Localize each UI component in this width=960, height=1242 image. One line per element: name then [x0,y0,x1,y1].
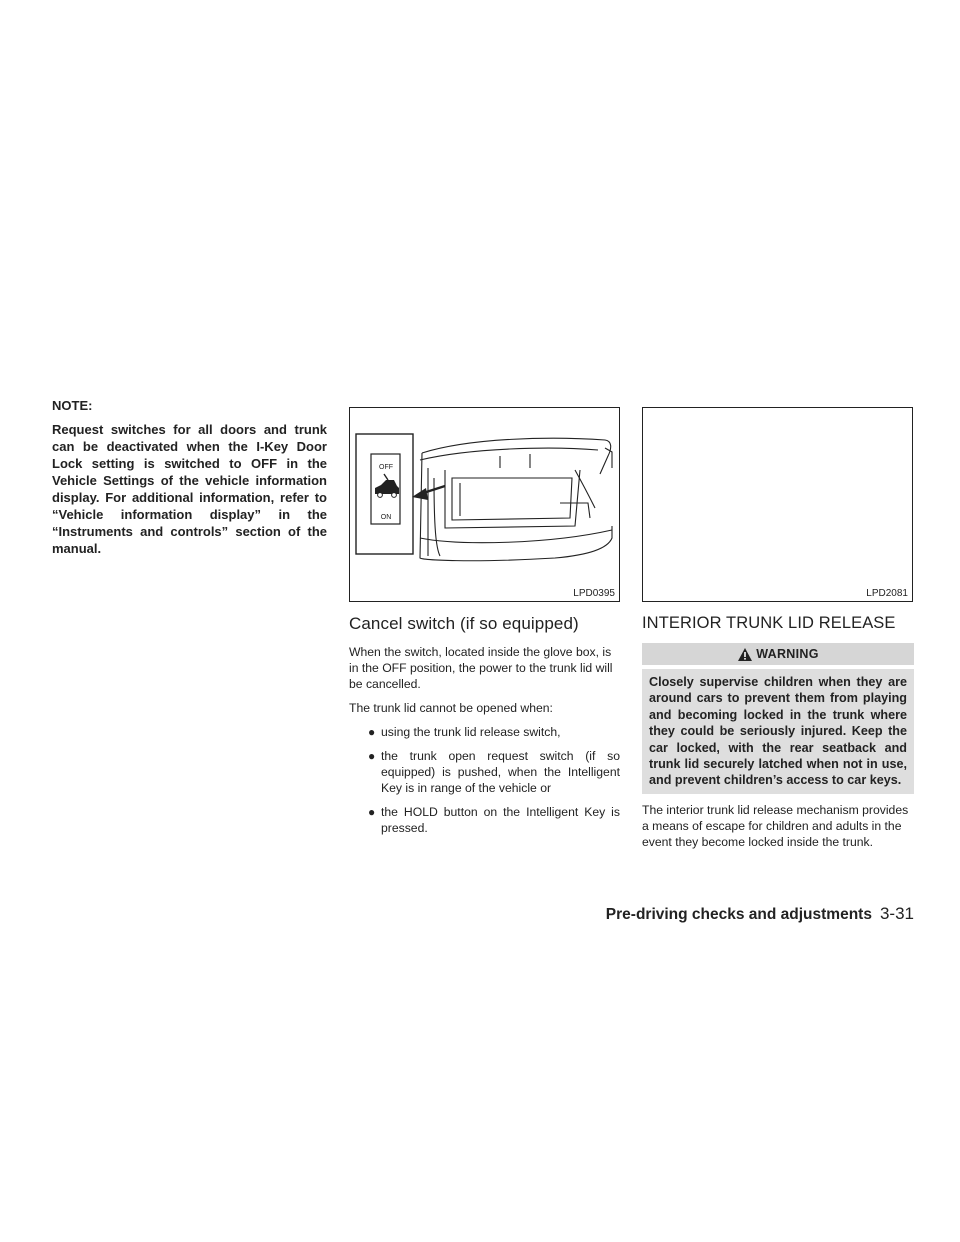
bullet-list [349,724,620,836]
glove-box-drawing [420,438,612,561]
switch-off-label: OFF [379,464,393,471]
warning-title: WARNING [756,647,819,661]
footer-section-title: Pre-driving checks and adjustments [605,906,872,923]
note-text: Request switches for all doors and trunk can be deactivated when the I-Key Door Lock setting is switched to OFF in the Vehicle Settings of the vehicle information display. For additional information, refer to “Vehicle information display” in the “Instruments and controls” section of the manual. [52,422,327,556]
note-column [52,398,327,557]
figure-blank [642,407,913,602]
warning-title-bar [642,643,914,665]
glove-box-illustration [350,408,619,601]
note-label: NOTE: [52,398,93,413]
figure-code: LPD0395 [573,588,615,599]
figure-code: LPD2081 [866,588,908,599]
warning-text: Closely supervise children when they are around cars to prevent them from playing and becoming locked in the trunk where they could be seriously injured. Keep the car locked, with the rear seatback and trunk lid securely latched when not in use, and prevent children’s access to car keys. [642,669,914,794]
list-item: ● the HOLD button on the Intelligent Key is pressed. [368,805,620,835]
section-heading-cancel-switch: Cancel switch (if so equipped) [349,614,579,633]
paragraph: The interior trunk lid release mechanism provides a means of escape for children and adults in the event they become locked inside the trunk. [642,802,909,849]
warning-triangle-icon [737,647,753,662]
interior-release-column [642,398,914,858]
paragraph: The trunk lid cannot be opened when: [349,701,553,715]
bullet-icon: ● [368,725,376,739]
section-heading-interior-release: INTERIOR TRUNK LID RELEASE [642,614,896,632]
paragraph: When the switch, located inside the glove box, is in the OFF position, the power to the trunk lid will be cancelled. [349,645,613,691]
bullet-icon: ● [368,805,376,819]
list-item: ● the trunk open request switch (if so equipped) is pushed, when the Intelligent Key is in range of the vehicle or [368,749,620,795]
switch-on-label: ON [380,514,392,521]
page-number: 3-31 [879,904,914,923]
page-footer [606,904,914,924]
figure-glove-box-switch [349,407,620,602]
list-item: ● using the trunk lid release switch, [368,725,561,739]
bullet-icon: ● [368,749,376,763]
cancel-switch-column [349,398,620,844]
